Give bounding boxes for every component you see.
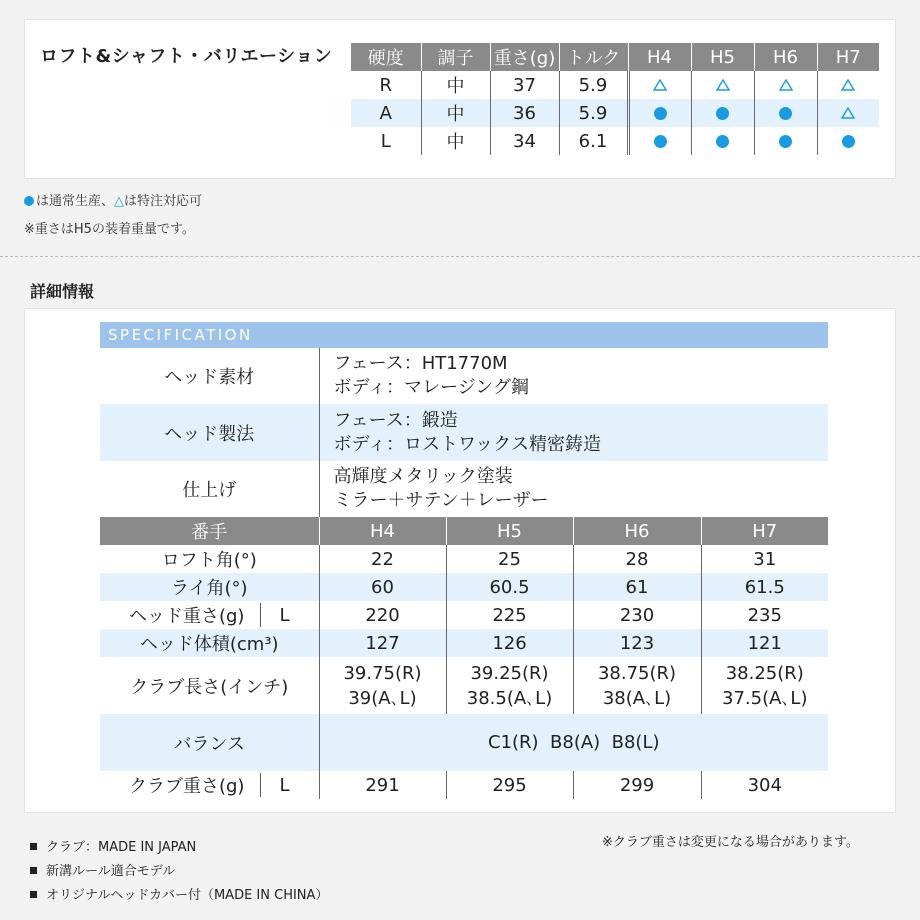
spec-label: ロフト角(°) <box>100 545 319 573</box>
footer-item <box>30 860 175 879</box>
loft-header-cell: トルク <box>559 43 628 71</box>
loft-header-cell: H6 <box>754 43 817 71</box>
dot-mark <box>716 107 729 120</box>
loft-shaft-card <box>24 19 896 179</box>
spec-cell: 235 <box>747 604 782 626</box>
triangle-icon <box>754 71 817 99</box>
spec-cell: 127 <box>319 629 446 657</box>
dot-mark <box>654 107 667 120</box>
spec-value-line: ボディ：ロストワックス精密鋳造 <box>333 433 601 455</box>
triangle-mark <box>653 75 667 96</box>
flex-label: L <box>279 774 290 796</box>
spec-row-balance <box>100 714 828 771</box>
standard-dot-icon <box>628 127 691 155</box>
square-bullet-icon <box>30 843 37 850</box>
spec-cell <box>701 657 828 714</box>
spec-row-head-material <box>100 348 828 404</box>
square-bullet-icon <box>30 867 37 874</box>
spec-table <box>100 348 828 799</box>
standard-dot-icon <box>691 127 754 155</box>
triangle-mark <box>841 103 855 124</box>
loft-cell-kick: 中 <box>421 71 490 99</box>
spec-value <box>319 461 828 517</box>
standard-dot-icon <box>754 99 817 127</box>
triangle-mark <box>779 75 793 96</box>
loft-row <box>351 127 879 155</box>
spec-cell: 304 <box>747 774 782 796</box>
spec-cell <box>573 657 701 714</box>
spec-label: 仕上げ <box>100 461 319 517</box>
spec-label: ヘッド製法 <box>100 404 319 461</box>
spec-label: ヘッド素材 <box>100 348 319 404</box>
spec-cell: 22 <box>319 545 446 573</box>
standard-dot-icon <box>691 99 754 127</box>
loft-cell-torque: 5.9 <box>559 99 628 127</box>
spec-row-head-weight <box>100 601 828 629</box>
loft-cell-hardness: A <box>351 99 421 127</box>
square-bullet-icon <box>30 891 37 898</box>
triangle-mark <box>716 75 730 96</box>
loft-header-cell: 重さ(g) <box>490 43 559 71</box>
spec-card <box>24 308 896 813</box>
spec-cell: 230 <box>573 601 701 629</box>
length-r: 38.25(R) <box>725 662 804 684</box>
footer-item-text: オリジナルヘッドカバー付（MADE IN CHINA） <box>46 888 329 903</box>
length-al: 39(A､L) <box>348 687 417 709</box>
length-al: 37.5(A､L) <box>722 687 808 709</box>
detail-heading: 詳細情報 <box>30 282 95 301</box>
spec-value-line: ミラー＋サテン＋レーザー <box>333 490 549 511</box>
loft-shaft-title: ロフト&シャフト・バリエーション <box>40 46 333 67</box>
spec-cell: 123 <box>573 629 701 657</box>
dot-mark <box>842 135 855 148</box>
spec-row-number-header <box>100 517 828 545</box>
legend-dot-text: は通常生産、 <box>36 194 115 209</box>
spec-row-club-weight <box>100 771 828 799</box>
spec-cell: 126 <box>446 629 573 657</box>
spec-label: バランス <box>100 714 319 771</box>
loft-shaft-table <box>351 43 879 155</box>
dot-mark <box>654 135 667 148</box>
number-cell: H5 <box>446 517 573 545</box>
footer-item-text: クラブ：MADE IN JAPAN <box>46 840 197 855</box>
length-al: 38(A､L) <box>602 687 672 709</box>
weight-note: ※重さはH5の装着重量です。 <box>24 222 195 237</box>
spec-label-text: ヘッド重さ(g) <box>128 606 245 627</box>
footer-item <box>30 884 328 903</box>
spec-value <box>319 348 828 404</box>
loft-cell-kick: 中 <box>421 127 490 155</box>
dot-mark <box>779 107 792 120</box>
spec-cell <box>446 657 573 714</box>
loft-cell-hardness: L <box>351 127 421 155</box>
flex-divider <box>260 773 261 797</box>
length-r: 38.75(R) <box>597 662 677 684</box>
legend-triangle-text: は特注対応可 <box>124 194 203 209</box>
triangle-icon: △ <box>114 194 125 209</box>
loft-cell-torque: 6.1 <box>559 127 628 155</box>
spec-label: クラブ長さ(インチ) <box>100 657 319 714</box>
spec-cell: 295 <box>446 771 573 799</box>
triangle-mark <box>841 75 855 96</box>
spec-cell: 299 <box>573 771 701 799</box>
triangle-icon <box>817 99 879 127</box>
dot-mark <box>779 135 792 148</box>
spec-row-loft <box>100 545 828 573</box>
length-r: 39.75(R) <box>343 662 422 684</box>
loft-cell-kick: 中 <box>421 99 490 127</box>
number-cell: H7 <box>701 517 828 545</box>
spec-cell: 61 <box>573 573 701 601</box>
loft-header-cell: H4 <box>628 43 691 71</box>
spec-row-length <box>100 657 828 714</box>
loft-cell-weight: 36 <box>490 99 559 127</box>
spec-label: ライ角(°) <box>100 573 319 601</box>
triangle-icon <box>628 71 691 99</box>
flex-label: L <box>279 604 290 626</box>
footer-item <box>30 836 196 855</box>
spec-value-line: フェース：HT1770M <box>333 353 508 374</box>
spec-cell: 31 <box>753 548 777 570</box>
flex-divider <box>260 603 261 627</box>
loft-header-cell: 調子 <box>421 43 490 71</box>
loft-cell-weight: 37 <box>490 71 559 99</box>
loft-row <box>351 99 879 127</box>
spec-cell: 220 <box>319 601 446 629</box>
loft-cell-weight: 34 <box>490 127 559 155</box>
length-r: 39.25(R) <box>470 662 549 684</box>
spec-row-finish <box>100 461 828 517</box>
loft-header-cell: H5 <box>691 43 754 71</box>
spec-value-line: ボディ：マレージング鋼 <box>333 377 529 398</box>
footer-item-text: 新溝ルール適合モデル <box>46 864 176 879</box>
triangle-icon <box>691 71 754 99</box>
spec-label: 番手 <box>100 517 319 545</box>
spec-value-line: フェース：鍛造 <box>333 409 458 431</box>
availability-legend <box>24 190 202 209</box>
spec-label <box>100 771 319 799</box>
dot-mark <box>716 135 729 148</box>
spec-cell: 291 <box>319 771 446 799</box>
loft-cell-torque: 5.9 <box>559 71 628 99</box>
spec-cell: 28 <box>573 545 701 573</box>
specification-band: SPECIFICATION <box>100 322 828 348</box>
triangle-icon <box>817 71 879 99</box>
section-divider <box>0 256 920 257</box>
spec-cell: 61.5 <box>701 573 828 601</box>
spec-cell: 60 <box>319 573 446 601</box>
spec-value <box>319 404 828 461</box>
length-al: 38.5(A､L) <box>466 687 553 709</box>
spec-label <box>100 601 319 629</box>
spec-cell <box>319 657 446 714</box>
loft-header-row <box>351 43 879 71</box>
spec-cell: 25 <box>446 545 573 573</box>
loft-cell-hardness: R <box>351 71 421 99</box>
spec-label-text: クラブ重さ(g) <box>128 776 245 797</box>
spec-row-lie <box>100 573 828 601</box>
loft-header-cell: H7 <box>817 43 879 71</box>
standard-dot-icon <box>754 127 817 155</box>
spec-row-head-method <box>100 404 828 461</box>
spec-cell: 121 <box>701 629 828 657</box>
standard-dot-icon <box>24 196 34 206</box>
spec-cell: 60.5 <box>446 573 573 601</box>
number-cell: H4 <box>319 517 446 545</box>
standard-dot-icon <box>817 127 879 155</box>
spec-value-line: 高輝度メタリック塗装 <box>333 466 513 487</box>
loft-row <box>351 71 879 99</box>
club-weight-note: ※クラブ重さは変更になる場合があります。 <box>602 835 859 850</box>
spec-label: ヘッド体積(cm³) <box>100 629 319 657</box>
number-cell: H6 <box>573 517 701 545</box>
standard-dot-icon <box>628 99 691 127</box>
spec-cell: C1(R) B8(A) B8(L) <box>319 714 828 771</box>
loft-header-cell: 硬度 <box>351 43 421 71</box>
spec-cell: 225 <box>446 601 573 629</box>
spec-row-volume <box>100 629 828 657</box>
